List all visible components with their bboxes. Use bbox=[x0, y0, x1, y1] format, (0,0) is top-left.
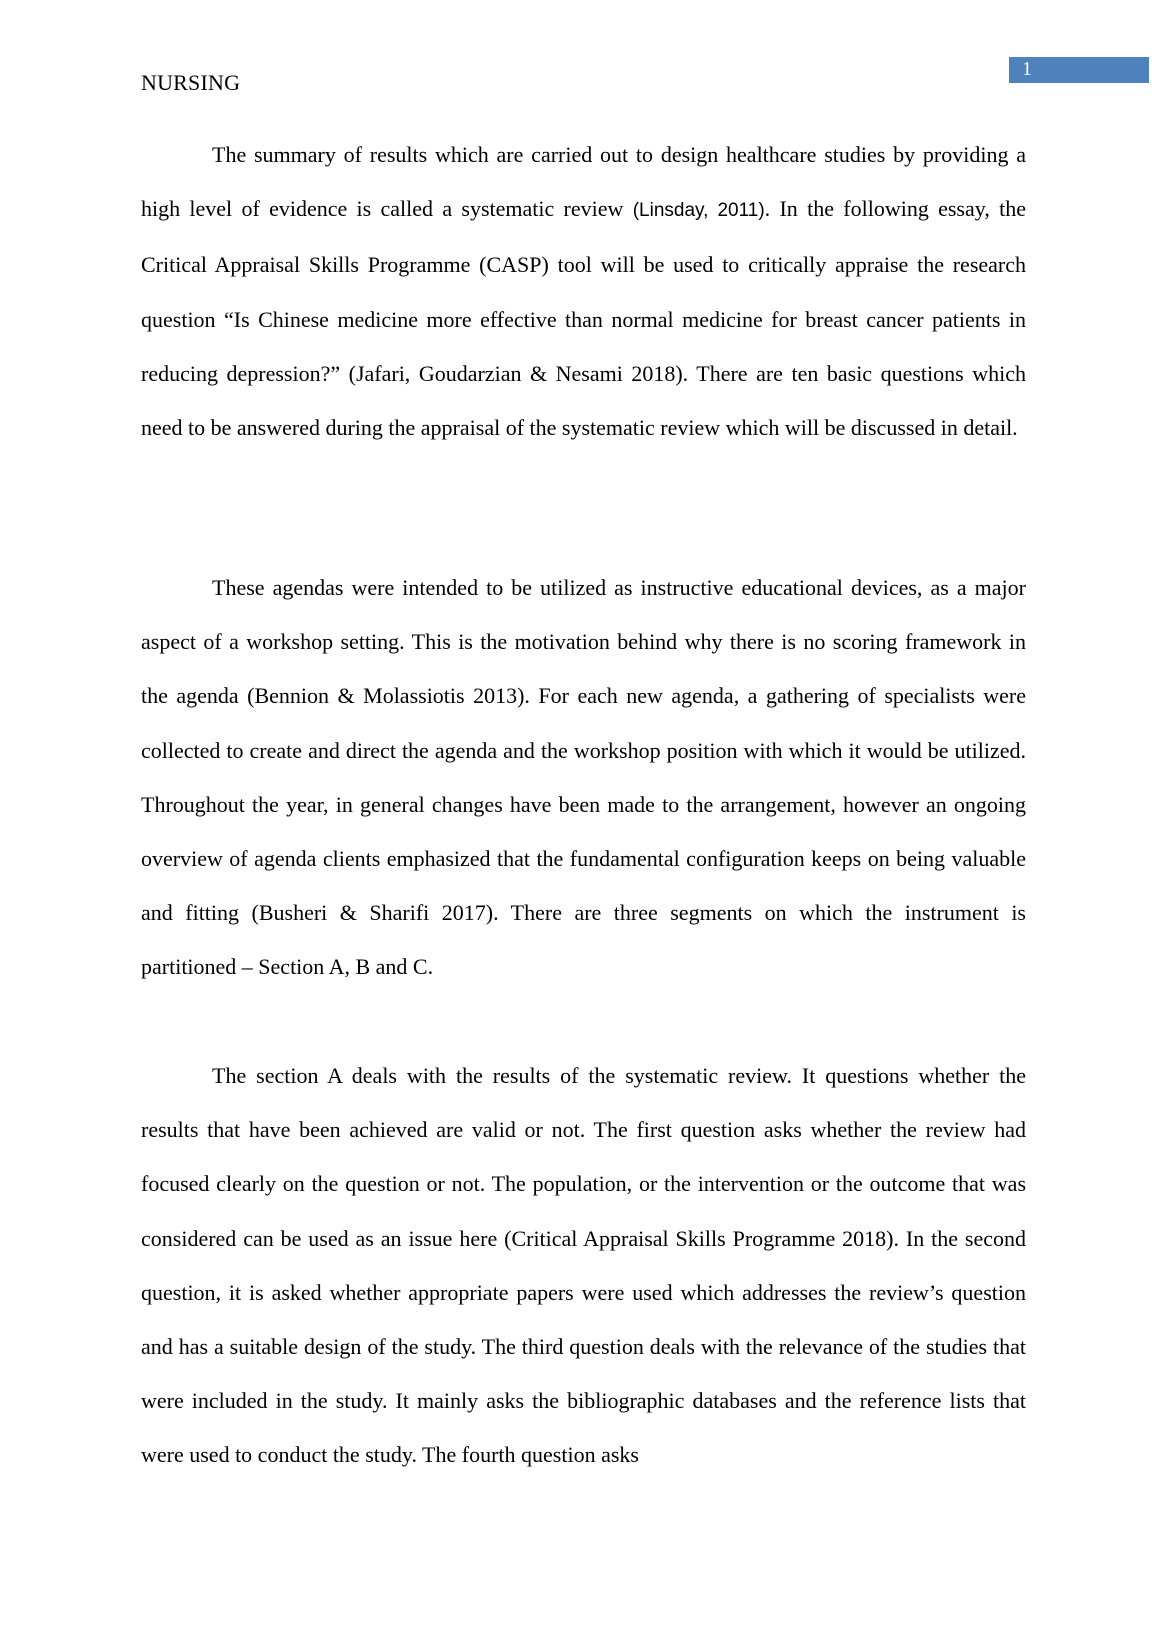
paragraph-text: . In the following essay, the Critical Appraisal Skills Programme (CASP) tool will be used to critically appraise the research question “Is Chinese medicine more effective than normal medicine for breast cancer patients in reducing depression?” (Jafari, Goudarzian & Nesami 2018). There are ten basic questions which need to be answered during the appraisal of the systematic review which will be discussed in detail. bbox=[141, 196, 1027, 441]
running-header: NURSING bbox=[141, 70, 241, 95]
paragraph-introduction bbox=[141, 128, 1026, 455]
page-number: 1 bbox=[1022, 58, 1032, 80]
paragraph-agendas: These agendas were intended to be utilized as instructive educational devices, as a major aspect of a workshop setting. This is the motivation behind why there is no scoring framework in the agenda (Bennion & Molassiotis 2013). For each new agenda, a gathering of specialists were collected to create and direct the agenda and the workshop position with which it would be utilized. Throughout the year, in general changes have been made to the arrangement, however an ongoing overview of agenda clients emphasized that the fundamental configuration keeps on being valuable and fitting (Busheri & Sharifi 2017). There are three segments on which the instrument is partitioned – Section A, B and C. bbox=[141, 575, 1026, 980]
citation: (Linsday, 2011) bbox=[632, 200, 765, 222]
page-number-badge bbox=[1009, 57, 1149, 83]
paragraph-text: The summary of results which are carried out to design healthcare studies by providing a high level of evidence is called a systematic review bbox=[141, 142, 1026, 222]
paragraph-section-a: The section A deals with the results of the systematic review. It questions whether the results that have been achieved are valid or not. The first question asks whether the review had focused clearly on the question or not. The population, or the intervention or the outcome that was considered can be used as an issue here (Critical Appraisal Skills Programme 2018). In the second question, it is asked whether appropriate papers were used which addresses the review’s question and has a suitable design of the study. The third question deals with the relevance of the studies that were included in the study. It mainly asks the bibliographic databases and the reference lists that were used to conduct the study. The fourth question asks bbox=[141, 1063, 1026, 1468]
